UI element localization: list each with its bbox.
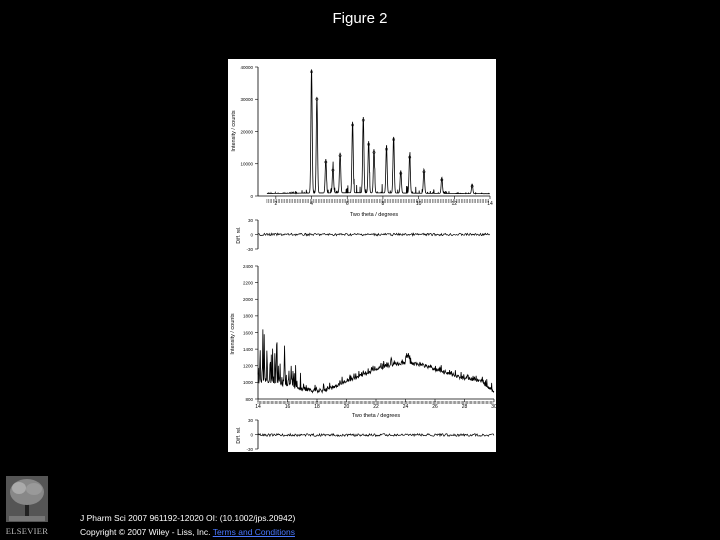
panel-1-xtick-label: 4 [310,201,313,207]
figure-title: Figure 2 [332,10,388,27]
panel-3-high-angle-pattern [230,264,497,419]
panel-1-xtick-label: 2 [274,201,278,207]
panel-2-ylabel: Diff. rel. [236,226,242,244]
panel-4-ylabel: Diff. rel. [236,426,242,444]
copyright-line [80,525,295,539]
panel-4-difference [236,418,494,452]
panel-3-xtick-label: 22 [373,404,379,410]
figure-panel [228,59,496,452]
panel-1-main-pattern [231,65,493,218]
panel-2-ytick-label: 30 [247,217,253,223]
svg-text:ELSEVIER: ELSEVIER [5,526,49,536]
panel-3-xtick-label: 14 [255,404,261,410]
panel-1-ytick-label: 0 [250,193,253,199]
panel-3-ytick-label: 1200 [242,363,253,369]
panel-2-ytick-label: -30 [246,246,253,252]
panel-3-xtick-label: 26 [432,404,438,410]
copyright-text: Copyright © 2007 Wiley - Liss, Inc. [80,527,211,537]
citation-text: J Pharm Sci 2007 961192-12020 OI: (10.1002/jps.20942) [80,513,296,523]
panel-4-ytick-label: 0 [250,432,253,438]
panel-4-ytick-label: 30 [247,417,253,423]
panel-1-xtick-label: 8 [381,201,385,207]
panel-1-ytick-label: 40000 [240,64,253,70]
panel-3-xtick-label: 18 [314,404,320,410]
panel-3-xtick-label: 30 [491,404,497,410]
panel-1-xtick-label: 12 [451,201,458,207]
panel-3-ylabel: Intensity / counts [230,313,236,355]
panel-3-ytick-label: 2000 [242,297,253,303]
panel-3-ytick-label: 1800 [242,313,253,319]
panel-1-ytick-label: 10000 [240,161,253,167]
panel-3-xtick-label: 16 [284,404,291,410]
panel-2-difference [236,218,490,252]
panel-3-ytick-label: 800 [245,396,253,402]
panel-3-xtick-label: 20 [343,404,350,410]
panel-3-xtick-label: 28 [461,404,468,410]
elsevier-logo [6,476,48,538]
terms-link[interactable]: Terms and Conditions [212,527,295,537]
citation-block [80,511,295,539]
panel-3-ytick-label: 1400 [242,346,253,352]
panel-3-ytick-label: 1000 [242,380,253,386]
panel-4-ytick-label: -30 [246,446,253,452]
panel-1-xtick-label: 10 [415,201,422,207]
panel-3-ytick-label: 2200 [242,280,253,286]
panel-3-xlabel: Two theta / degrees [351,413,401,419]
panel-3-ytick-label: 1600 [242,330,253,336]
panel-3-xtick-label: 24 [402,404,409,410]
panel-1-ylabel: Intensity / counts [231,110,237,152]
panel-1-xtick-label: 6 [345,201,349,207]
panel-1-ytick-label: 20000 [240,129,253,135]
panel-2-ytick-label: 0 [250,232,253,238]
panel-1-ytick-label: 30000 [240,97,253,103]
panel-1-xtick-label: 14 [487,201,493,207]
diffraction-figure [228,59,496,452]
panel-3-ytick-label: 2400 [242,263,253,269]
panel-1-xlabel: Two theta / degrees [349,212,399,218]
